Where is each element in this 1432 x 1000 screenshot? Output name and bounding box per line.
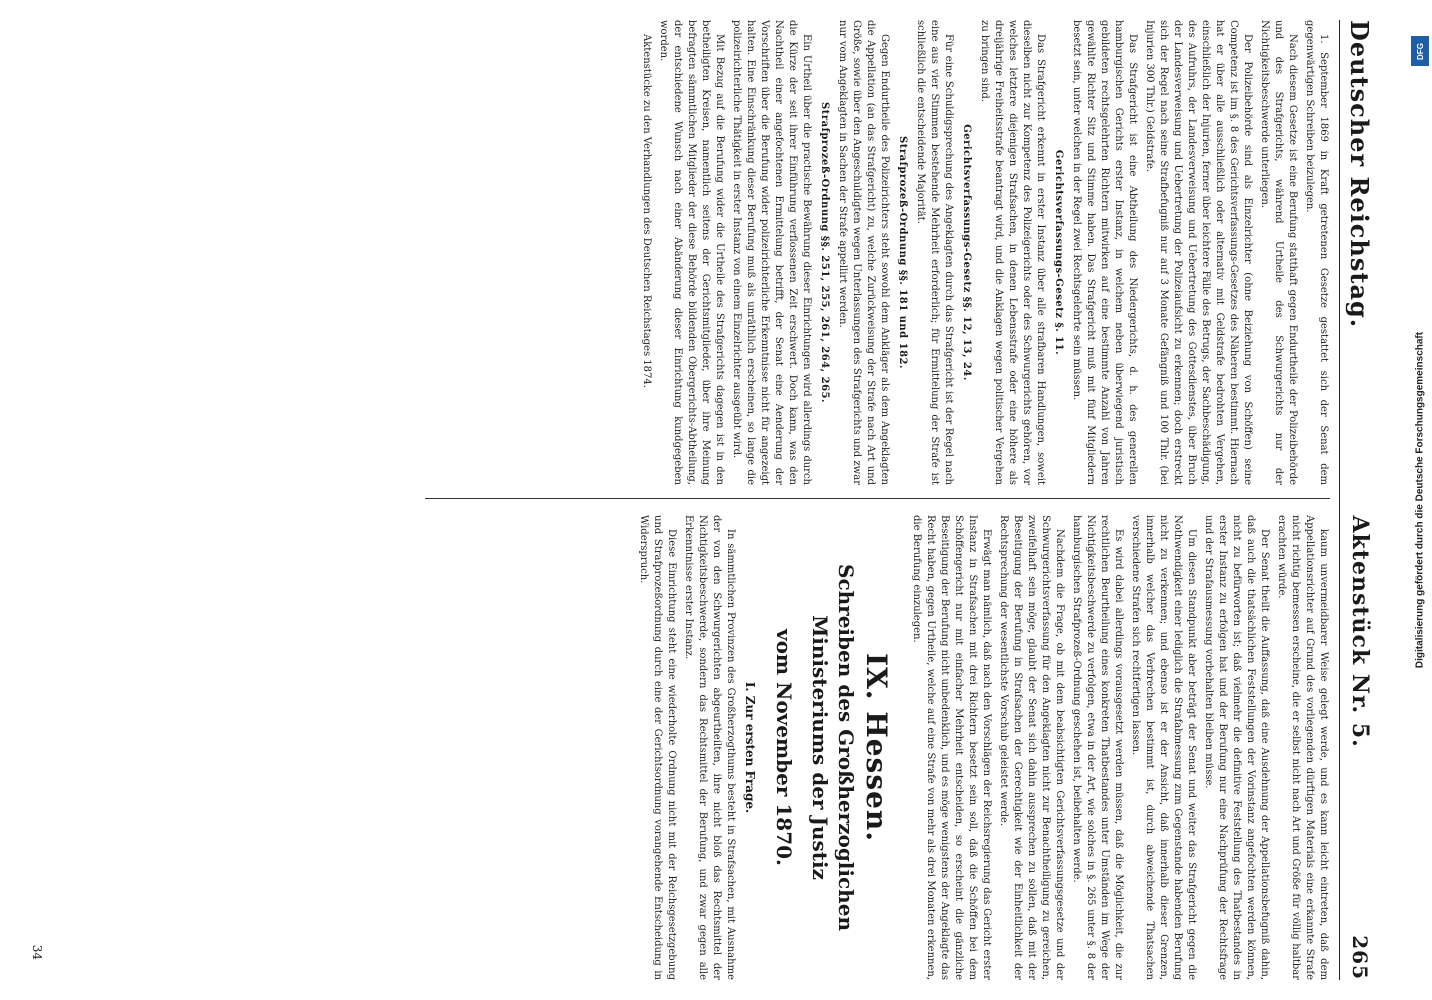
paragraph: Um diesen Standpunkt aber beträgt der Senat und weiter das Strafgericht gegen die Nothwendigkeit einer lediglich die Strafabmessung zum Gegenstande habenden Berufung nicht zu verkennen; und ebenso ist er der Ansicht, daß innerhalb dieser Grenzen, innerhalb welcher das Verbrechen bestimmt ist, durch abweichende Thatsachen verschiedene Strafen sich rechtfertigen lassen. xyxy=(1130,515,1197,980)
paragraph: Nach diesem Gesetze ist eine Berufung statthaft gegen Endurtheile der Polizeibehörde und des Strafgerichts, während Urtheile des Schwurgerichts nur der Nichtigkeitsbeschwerde unterliegen. xyxy=(1259,20,1298,485)
paragraph: Mit Bezug auf die Berufung wider die Urtheile des Strafgerichts dagegen ist in den betheiligten Kreisen, namentlich seitens der Gerichtsmitglieder, über ihre Meinung befragten sämmtlichen Mitglieder der diese Behörde bildenden Obergerichts-Abtheilung, der entschiedene Wunsch nach einer Abänderung dieser Einrichtung kundgegeben worden. xyxy=(658,20,725,485)
header-document-number: Aktenstück Nr. 5. xyxy=(1347,515,1373,748)
section-heading xyxy=(771,515,893,980)
page-header xyxy=(1339,20,1380,980)
paragraph: Diese Einrichtung steht eine wiederholte Ordnung nicht mit der Reichsgesetzgebung und Strafprozeßordnung durch eine der Gerichtsordnung vorangehende Entscheidung in Widerspruch. xyxy=(638,515,677,980)
paragraph: Das Strafgericht ist eine Abtheilung des Niedergerichts, d. h. des generellen hamburgischen Gerichts erster Instanz, in welchem neben überwiegend juristisch gebildeten rechtsgelehrten Richtern mitwirken auf eine bestimmte Anzahl von Jahren gewählte Richter Sitz und Stimme haben. Das Strafgericht muß mit fünf Mitgliedern besetzt sein, unter welchen in der Regel zwei Rechtsgelehrte sein müssen. xyxy=(1071,20,1138,485)
citation: Strafprozeß-Ordnung §§. 181 und 182. xyxy=(897,135,908,369)
paragraph: Ein Urtheil über die practische Bewährung dieser Einrichtungen wird allerdings durch die Kürze der seit ihrer Einführung verflossenen Zeit erschwert. Doch kann, was den Nachtheil einer angefochtenen Ermittelung betrifft, der Senat eine Aenderung der Vorschriften über die Berufung wider polizeirichterliche Erkenntnisse nicht für angezeigt halten. Eine Einschränkung dieser Berufung muß als unräthlich erscheinen, so lange die polizeirichterliche Thätigkeit in erster Instanz von einem Einzelrichter ausgeübt wird. xyxy=(731,20,812,485)
citation: Gerichtsverfassungs-Gesetz §. 11. xyxy=(1053,149,1064,356)
right-text-column xyxy=(425,515,1330,980)
left-text-column xyxy=(425,20,1330,485)
column-divider xyxy=(425,498,1330,499)
sheet-marker: 34 xyxy=(30,944,44,960)
header-page-number: 265 xyxy=(1348,935,1372,980)
paragraph: Das Strafgericht erkennt in erster Instanz über alle strafbaren Handlungen, soweit dieselben nicht zur Kompetenz des Polizeigerichts oder des Schwurgerichts gehören, vor welches letztere diejenigen Strafsachen, in denen Lebensstrafe oder eine höhere als dreijährige Freiheitsstrafe beantragt wird, und die Anklagen wegen politischer Vergehen zu bringen sind. xyxy=(979,20,1046,485)
dfg-logo-text: DFG xyxy=(1415,42,1425,60)
digitization-credit-text: Digitalisierung gefördert durch die Deutsche Forschungsgemeinschaft xyxy=(1414,331,1426,669)
section-number: IX. Hessen. xyxy=(860,652,893,843)
paragraph: kaum unvermeidbarer Weise gelegt werde, und es kann leicht eintreten, daß dem Appellationsrichter auf Grund des vorliegenden dürftigen Materials eine erkannte Strafe nicht richtig bemessen erscheine, die er selbst nicht nach Art und Größe für völlig haltbar erachten würde. xyxy=(1276,515,1329,980)
paragraph: Für eine Schuldigsprechung des Angeklagten durch das Strafgericht ist der Regel nach eine aus vier Stimmen bestehende Mehrheit erforderlich; für Ermittelung der Strafe ist schließlich die entscheidende Majorität. xyxy=(915,20,954,485)
paragraph: Der Senat theilt die Auffassung, daß eine Ausdehnung der Appellationsbefugniß dahin, daß auch die thatsächlichen Feststellungen der Vorinstanz angefochten werden können, nicht zu befürworten ist; daß vielmehr die definitive Feststellung des Thatbestandes in erster Instanz zu erfolgen hat und der Berufung nur eine Nachprüfung der Rechtsfrage und der Strafausmessung vorbehalten bleiben müsse. xyxy=(1203,515,1270,980)
paragraph: Nachdem die Frage, ob mit dem beabsichtigten Gerichtsverfassungsgesetze und der Schwurgerichtsverfassung für den Angeklagten nicht zur Benachtheiligung zu gereichen, zweifelhaft sein möge, glaubt der Senat sich dahin aussprechen zu sollen, daß mit der Beseitigung der Berufung in Strafsachen der Gerechtigkeit wie der Einheitlichkeit der Rechtsprechung der wesentlichste Vorschub geleistet werde. xyxy=(998,515,1065,980)
digitization-credit-strip xyxy=(1408,0,1432,1000)
paragraph: 1. September 1869 in Kraft getretenen Gesetze gestattet sich der Senat dem gegenwärtigen Schreiben beizulegen. xyxy=(1304,20,1329,485)
header-title-reichstag: Deutscher Reichstag. xyxy=(1345,20,1375,329)
section-title-line-2: vom November 1870. xyxy=(772,628,796,867)
section-title-line-1: Schreiben des Großherzoglichen Ministeriums der Justiz xyxy=(808,564,858,931)
dfg-logo xyxy=(1411,36,1429,66)
citation: Strafprozeß-Ordnung §§. 251, 255, 261, 264, 265. xyxy=(819,102,830,403)
page-footer-note: Aktenstücke zu den Verhandlungen des Deutschen Reichstages 1874. xyxy=(641,34,652,388)
paragraph: Der Polizeibehörde sind als Einzelrichter (ohne Beiziehung von Schöffen) seine Competenz ist im §. 8 des Gerichtsverfassungs-Gesetzes des Näheren bestimmt. Hiernach hat er über alle ausschließlich oder alternativ mit Geldstrafe bedrohten Vergehen, einschließlich der Injurien, ferner über leichtere Fälle des Betrugs, der Sachbeschädigung, des Aufruhrs, der Landesverweisung und Uebertretung des Gottesdienstes, über Bruch der Landesverweisung und Uebertretung der Polizeiaufsicht zu erkennen; doch erstreckt sich der Regel nach seine Strafbefugniß nur auf 3 Monate Gefängniß und 100 Thlr. (bei Injurien 300 Thlr.) Geldstrafe. xyxy=(1144,20,1253,485)
paragraph: In sämmtlichen Provinzen des Großherzogthums besteht in Strafsachen, mit Ausnahme der von den Schwurgerichten abgeurtheilten, ihre nicht bloß das Rechtsmittel der Nichtigkeitsbeschwerde, sondern das Rechtsmittel der Berufung, und zwar gegen alle Erkenntnisse erster Instanz. xyxy=(683,515,736,980)
paragraph: Erwägt man nämlich, daß nach den Vorschlägen der Reichsregierung das Gericht erster Instanz in Strafsachen mit drei Richtern besetzt sein soll, daß die Schöffen bei dem Schöffengericht nur mit einfacher Mehrheit entscheiden, so erscheint die gänzliche Beseitigung der Berufung nicht unbedenklich, und es möge wenigstens der Angeklagte das Recht haben, gegen Urtheile, welche auf eine Strafe von mehr als drei Monaten erkennen, die Berufung einzulegen. xyxy=(911,515,992,980)
paragraph: Gegen Endurtheile des Polizeirichters steht sowohl dem Ankläger als dem Angeklagten die Appellation (an das Strafgericht) zu, welche Zurückweisung der Strafe nach Art und Größe, sowie über den Angeschuldigten wegen Unterlassungen des Strafgerichts und zwar nur vom Angeklagten in Sachen der Strafe appellirt werden. xyxy=(837,20,890,485)
citation: Gerichtsverfassungs-Gesetz §§. 12, 13, 24. xyxy=(961,124,972,381)
paragraph: Es wird dabei allerdings vorausgesetzt werden müssen, daß die Möglichkeit, die zur rechtlichen Beurtheilung eines konkreten Thatbestandes unter Umständen im Wege der Nichtigkeitsbeschwerde zu verfolgen, etwa in der Art, wie solches in §. 265 unter §. 8 der hamburgischen Strafprozeß-Ordnung geschehen ist, beibehalten werde. xyxy=(1071,515,1124,980)
question-heading: I. Zur ersten Frage. xyxy=(743,681,757,814)
